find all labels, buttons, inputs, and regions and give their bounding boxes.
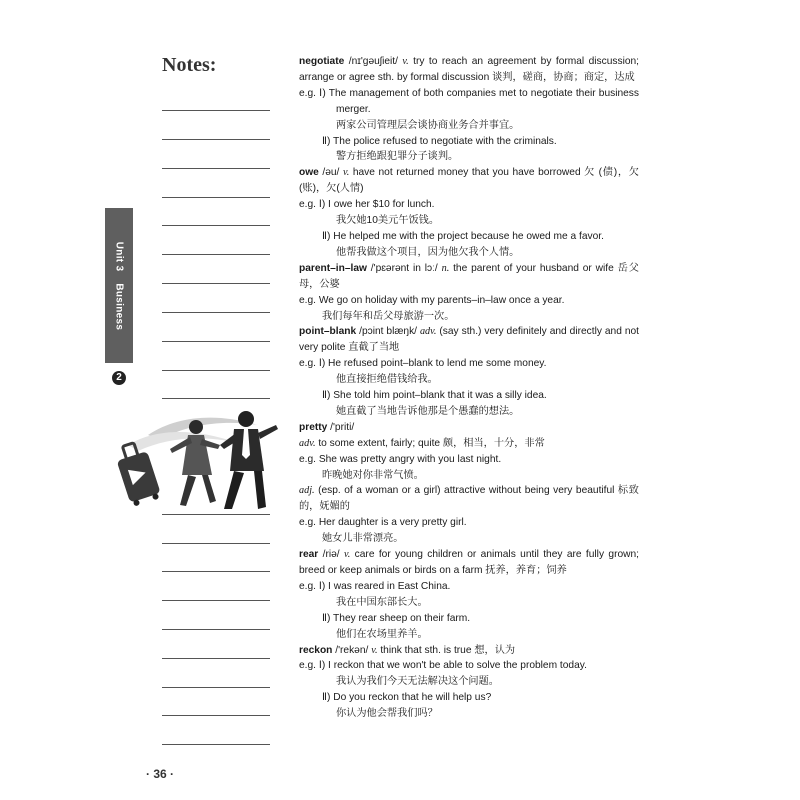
- phonetic: /riə/: [318, 549, 344, 561]
- notes-title: Notes:: [162, 54, 217, 76]
- entry-rear: [299, 547, 639, 579]
- note-line: [162, 110, 270, 111]
- sense-adv: [299, 436, 639, 452]
- part-of-speech: v.: [371, 644, 378, 656]
- example-en: Ⅱ) They rear sheep on their farm.: [322, 612, 471, 624]
- example-zh: 他帮我做这个项目，因为他欠我个人情。: [336, 246, 520, 258]
- note-line: [162, 398, 270, 399]
- unit-label: Unit 3: [113, 241, 125, 272]
- phonetic: /əu/: [318, 167, 343, 179]
- headword: rear: [299, 549, 319, 561]
- example-en: e.g. Ⅰ) I was reared in East China.: [299, 580, 451, 592]
- part-of-speech: adv.: [299, 437, 316, 449]
- entry-point-blank: [299, 324, 639, 356]
- note-line: [162, 254, 270, 255]
- part-of-speech: adj.: [299, 485, 315, 497]
- example-en: Ⅱ) The police refused to negotiate with the criminals.: [322, 135, 557, 147]
- example-en: Ⅱ) She told him point–blank that it was a silly idea.: [322, 390, 547, 402]
- note-line: [162, 197, 270, 198]
- example-en: e.g. Ⅰ) I owe her $10 for lunch.: [299, 199, 435, 211]
- vocabulary-entries: [299, 54, 639, 722]
- business-travel-illustration: [108, 405, 288, 515]
- example-en: e.g. We go on holiday with my parents–in–law once a year.: [299, 294, 565, 306]
- definition: the parent of your husband or wife 岳父母，公婆: [299, 262, 639, 290]
- example-en: e.g. She was pretty angry with you last night.: [299, 453, 502, 465]
- page-number: · 36 ·: [146, 767, 175, 781]
- example-en: e.g. Ⅰ) He refused point–blank to lend me some money.: [299, 358, 547, 370]
- example-zh: 他直接拒绝借钱给我。: [336, 374, 438, 386]
- note-line: [162, 571, 270, 572]
- note-line: [162, 139, 270, 140]
- example-zh: 她女儿非常漂亮。: [322, 533, 404, 545]
- phonetic: /nɪ'ɡəuʃieit/: [344, 56, 403, 67]
- example-zh: 我认为我们今天无法解决这个问题。: [336, 676, 499, 688]
- unit-tab-text: [114, 242, 125, 330]
- part-of-speech: v.: [342, 167, 350, 179]
- entry-pretty: [299, 420, 639, 436]
- phonetic: /'rekən/: [332, 644, 372, 656]
- example-zh: 你认为他会帮我们吗？: [336, 708, 438, 720]
- example-en: Ⅱ) He helped me with the project because he owed me a favor.: [322, 230, 604, 242]
- phonetic: /'priti/: [327, 421, 355, 433]
- headword: reckon: [299, 644, 333, 656]
- example-en: Ⅱ) Do you reckon that he will help us?: [322, 692, 492, 704]
- note-line: [162, 744, 270, 745]
- example-zh: 他们在农场里养羊。: [336, 628, 428, 640]
- note-line: [162, 658, 270, 659]
- definition: try to reach an agreement by formal discussion; arrange or agree sth. by formal discussion 谈判，磋商，协商；商定，达成: [299, 56, 640, 83]
- note-line: [162, 543, 270, 544]
- entry-parent-in-law: [299, 261, 639, 293]
- part-of-speech: v.: [343, 549, 351, 561]
- sense-adj: [299, 483, 639, 515]
- part-of-speech: adv.: [419, 326, 437, 338]
- example-zh: 我欠她10美元午饭钱。: [336, 215, 440, 227]
- note-line: [162, 687, 270, 688]
- note-line: [162, 312, 270, 313]
- note-line: [162, 283, 270, 284]
- entry-negotiate: [299, 54, 639, 86]
- unit-side-tab: [105, 208, 133, 363]
- headword: owe: [299, 167, 319, 179]
- example-zh: 两家公司管理层会谈协商业务合并事宜。: [336, 119, 520, 131]
- headword: parent–in–law: [299, 262, 367, 274]
- definition: (esp. of a woman or a girl) attractive without being very beautiful 标致的，妩媚的: [299, 485, 639, 513]
- note-line: [162, 225, 270, 226]
- note-line: [162, 370, 270, 371]
- phonetic: /pɔint blæŋk/: [356, 326, 420, 338]
- example-zh: 昨晚她对你非常气愤。: [322, 469, 424, 481]
- entry-reckon: [299, 643, 639, 659]
- example-zh: 我在中国东部长大。: [336, 596, 428, 608]
- note-line: [162, 168, 270, 169]
- note-line: [162, 715, 270, 716]
- example-zh: 她直截了当地告诉他那是个愚蠢的想法。: [336, 405, 520, 417]
- definition: think that sth. is true 想，认为: [377, 644, 516, 656]
- headword: point–blank: [299, 326, 357, 338]
- part-of-speech: n.: [441, 262, 450, 274]
- definition: (say sth.) very definitely and directly and not very polite 直截了当地: [299, 326, 639, 354]
- example-zh: 我们每年和岳父母旅游一次。: [322, 310, 455, 322]
- note-line: [162, 629, 270, 630]
- definition: have not returned money that you have borrowed 欠 (债)，欠 (账)，欠(人情): [299, 167, 639, 195]
- example-en: e.g. Ⅰ) I reckon that we won't be able to solve the problem today.: [299, 660, 587, 672]
- definition: care for young children or animals until they are fully grown; breed or keep animals or birds on a farm 抚养，养育；饲养: [299, 549, 639, 576]
- note-line: [162, 600, 270, 601]
- chapter-badge: 2: [112, 371, 126, 385]
- headword: pretty: [299, 421, 328, 433]
- example-zh: 警方拒绝跟犯罪分子谈判。: [336, 151, 459, 163]
- example-en: e.g. Her daughter is a very pretty girl.: [299, 517, 467, 529]
- headword: negotiate: [299, 56, 345, 67]
- note-line: [162, 341, 270, 342]
- phonetic: /'pɛərənt in lɔː/: [366, 262, 442, 274]
- entry-owe: [299, 165, 639, 197]
- part-of-speech: v.: [402, 56, 409, 67]
- example-en: e.g. Ⅰ) The management of both companies met to negotiate their business merger.: [299, 87, 639, 115]
- definition: to some extent, fairly; quite 颇，相当，十分，非常: [315, 437, 545, 449]
- unit-topic: Business: [113, 283, 125, 331]
